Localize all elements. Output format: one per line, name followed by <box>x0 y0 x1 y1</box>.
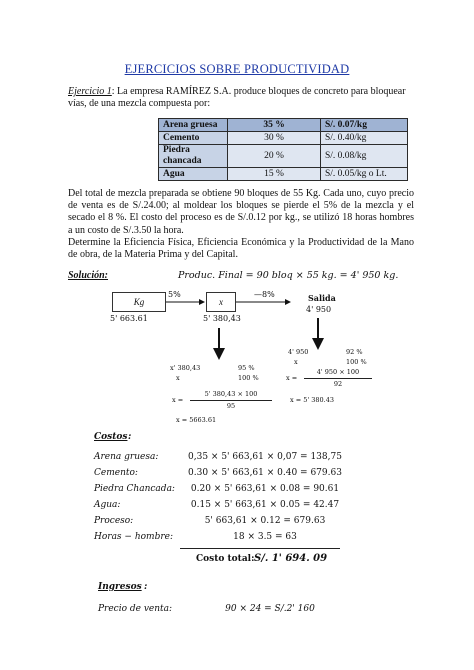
solution-label: Solución: <box>68 270 109 281</box>
exercise-label: Ejercicio 1 <box>68 86 112 97</box>
cost-row-value: 18 × 3.5 = 63 <box>233 532 297 542</box>
calc-left-denominator: 95 <box>226 402 236 410</box>
materials-table <box>158 118 408 181</box>
exercise-text: : La empresa RAMÍREZ S.A. produce bloques de concreto para bloquear vías, de una mezcla compuesta por: <box>68 86 406 109</box>
material-cost: S/. 0.05/kg o Lt. <box>321 168 408 181</box>
loss-percent-molding: 5% <box>168 290 181 299</box>
calc-left-r1a: x' 380,43 <box>170 364 201 372</box>
material-name: Arena gruesa <box>159 119 228 132</box>
cost-row-label: Cemento: <box>94 468 138 478</box>
problem-text: Del total de mezcla preparada se obtiene 90 bloques de 55 Kg. Cada uno, cuyo precio de venta es de S/.24.00; al moldear los bloques se pierde el 5% de la mezcla y el secado el 8 %. El costo del proceso es de S/.0.12 por kg., se utilizó 18 horas hombres a un costo de S/.3.50 la hora. <box>68 188 414 236</box>
cost-row-value: 5' 663,61 × 0.12 = 679.63 <box>204 516 326 526</box>
cost-total-label: Costo total: <box>196 554 255 564</box>
cost-row-label: Piedra Chancada: <box>94 484 175 494</box>
input-box: Kg <box>112 292 166 312</box>
material-name: Agua <box>159 168 228 181</box>
calc-left-result: x = 5663.61 <box>176 416 217 424</box>
intermediate-value: 5' 380,43 <box>203 314 241 323</box>
cost-row-label: Arena gruesa: <box>94 452 159 462</box>
price-label: Precio de venta: <box>98 604 173 614</box>
intermediate-box: x <box>206 292 236 312</box>
exercise-statement <box>68 86 414 110</box>
input-value: 5' 663.61 <box>110 314 148 323</box>
calc-right-r1b: 92 % <box>346 348 363 356</box>
costs-label: Costos <box>94 432 128 442</box>
cost-row-value: 0.30 × 5' 663,61 × 0.40 = 679.63 <box>188 468 342 478</box>
output-value: 4' 950 <box>306 305 332 314</box>
calc-right-r2b: 100 % <box>346 358 367 366</box>
material-cost: S/. 0.08/kg <box>321 145 408 168</box>
calc-right-numerator: 4' 950 × 100 <box>316 368 360 376</box>
cost-row-label: Agua: <box>94 500 121 510</box>
calc-right-r1a: 4' 950 <box>288 348 309 356</box>
material-percent: 15 % <box>228 168 321 181</box>
calc-right-r2a: x <box>294 358 298 366</box>
income-label: Ingresos <box>98 582 142 592</box>
material-cost: S/. 0.07/kg <box>321 119 408 132</box>
material-percent: 30 % <box>228 132 321 145</box>
cost-row-label: Proceso: <box>94 516 134 526</box>
cost-row-value: 0,35 × 5' 663,61 × 0,07 = 138,75 <box>188 452 342 462</box>
material-percent: 35 % <box>228 119 321 132</box>
calc-right-denominator: 92 <box>333 380 343 388</box>
table-row <box>159 168 408 181</box>
material-name: Piedra chancada <box>159 145 228 168</box>
calc-right-r3a: x = <box>286 374 298 382</box>
cost-total-value: S/. 1' 694. 09 <box>254 553 328 564</box>
cost-row-value: 0.20 × 5' 663,61 × 0.08 = 90.61 <box>190 484 340 494</box>
production-formula: Produc. Final = 90 bloq × 55 kg. = 4' 950 kg. <box>178 270 399 281</box>
page-title: EJERCICIOS SOBRE PRODUCTIVIDAD <box>124 62 350 76</box>
question-text: Determine la Eficiencia Física, Eficiencia Económica y la Productividad de la Mano de obra, de la Materia Prima y del Capital. <box>68 236 414 261</box>
calc-left-r2a: x <box>176 374 180 382</box>
material-percent: 20 % <box>228 145 321 168</box>
calc-left-r1b: 95 % <box>238 364 255 372</box>
calc-right-result: x = 5' 380.43 <box>290 396 334 404</box>
cost-row-value: 0.15 × 5' 663,61 × 0.05 = 42.47 <box>190 500 340 510</box>
table-row <box>159 132 408 145</box>
table-row <box>159 145 408 168</box>
calc-left-r3a: x = <box>172 396 184 404</box>
material-name: Cemento <box>159 132 228 145</box>
calc-left-r2b: 100 % <box>238 374 259 382</box>
table-row <box>159 119 408 132</box>
material-cost: S/. 0.40/kg <box>321 132 408 145</box>
price-value: 90 × 24 = S/.2' 160 <box>225 604 315 614</box>
problem-paragraph <box>68 188 414 261</box>
output-label: Salida <box>308 293 336 303</box>
loss-percent-drying: —8% <box>254 290 275 299</box>
calc-left-numerator: 5' 380,43 × 100 <box>204 390 258 398</box>
cost-row-label: Horas − hombre: <box>94 532 173 542</box>
